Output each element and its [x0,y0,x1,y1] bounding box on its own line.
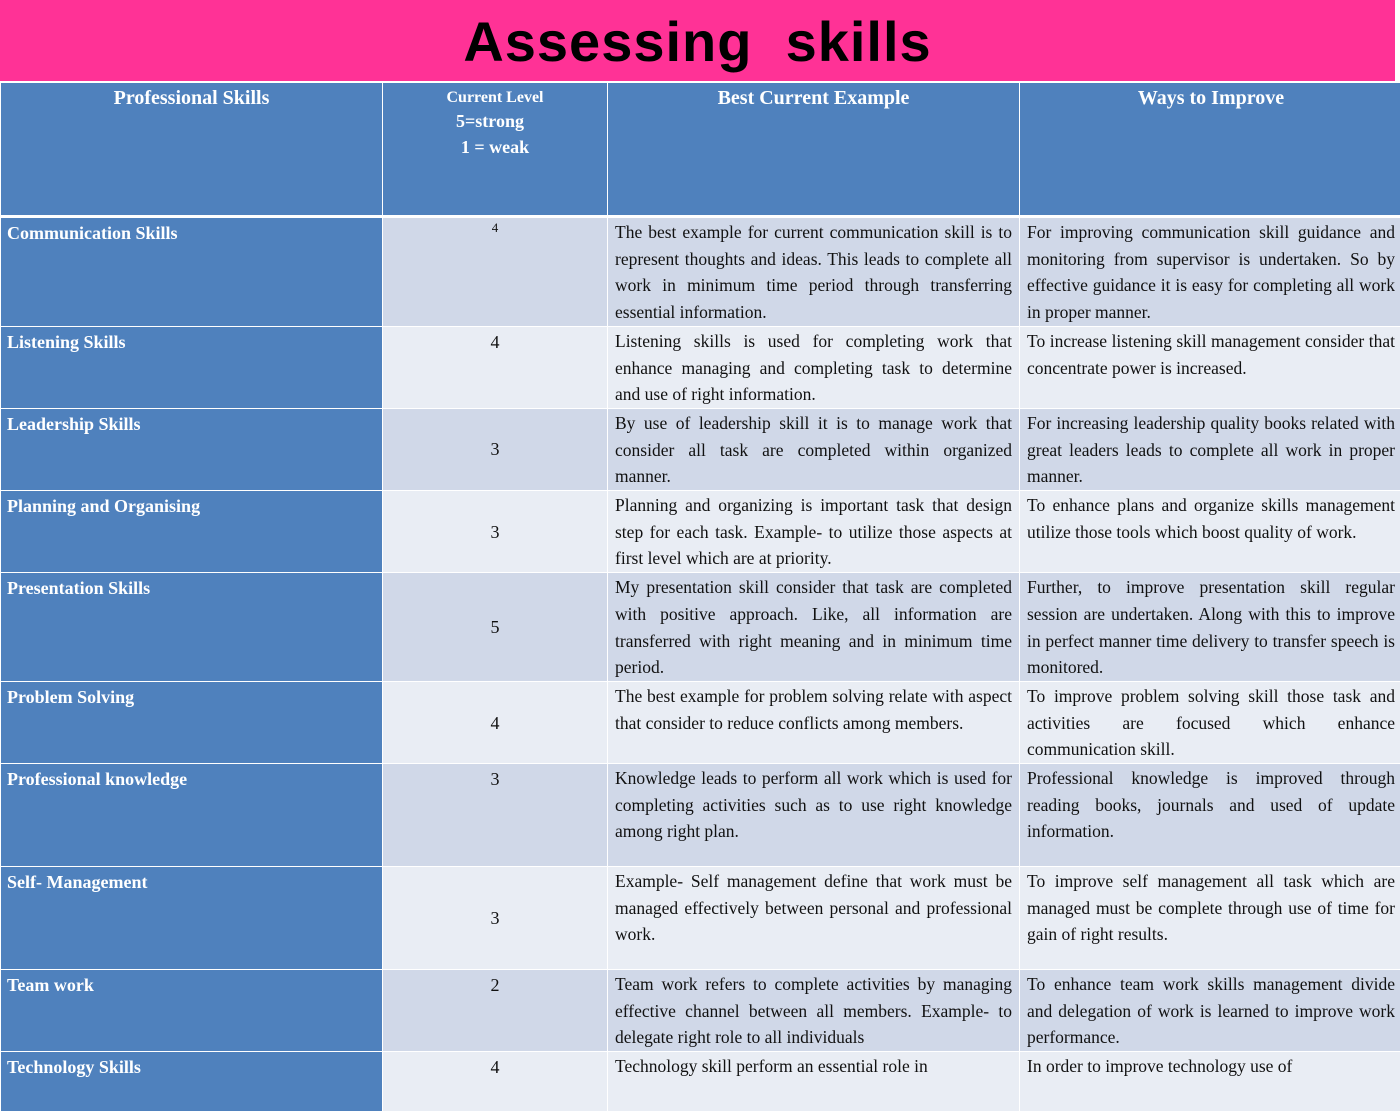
header-level-strong: 5=strong [383,108,607,134]
best-example: Knowledge leads to perform all work which is used for completing activities such as to use right knowledge among right plan. [608,764,1020,867]
ways-to-improve: To improve self management all task which are managed must be complete through use of time for gain of right results. [1020,867,1400,970]
skill-level: 4 [383,326,608,408]
best-example: The best example for problem solving relate with aspect that consider to reduce conflicts among members. [608,681,1020,763]
skill-name: Presentation Skills [1,573,383,682]
skill-name: Technology Skills [1,1052,383,1112]
header-row [1,83,1400,217]
ways-to-improve: For increasing leadership quality books related with great leaders leads to complete all work in proper manner. [1020,408,1400,490]
page-title: Assessing skills [463,7,931,74]
table-row [1,681,1400,763]
skill-level: 3 [383,867,608,970]
skill-name: Listening Skills [1,326,383,408]
skill-level: 3 [383,764,608,867]
best-example: Planning and organizing is important task that design step for each task. Example- to utilize those aspects at first level which are at priority. [608,491,1020,573]
best-example: The best example for current communication skill is to represent thoughts and ideas. This leads to complete all work in minimum time period through transferring essential information. [608,217,1020,327]
table-row [1,217,1400,327]
skill-name: Team work [1,970,383,1052]
header-best-current-example: Best Current Example [608,83,1020,217]
skill-level: 4 [383,217,608,327]
skill-level: 5 [383,573,608,682]
skill-name: Self- Management [1,867,383,970]
skill-level: 4 [383,681,608,763]
header-ways-to-improve: Ways to Improve [1020,83,1400,217]
table-row [1,867,1400,970]
skill-name: Communication Skills [1,217,383,327]
best-example: Listening skills is used for completing work that enhance managing and completing task to determine and use of right information. [608,326,1020,408]
skill-level: 2 [383,970,608,1052]
ways-to-improve: Professional knowledge is improved through reading books, journals and used of update information. [1020,764,1400,867]
best-example: Example- Self management define that work must be managed effectively between personal and professional work. [608,867,1020,970]
title-banner [0,0,1395,81]
skill-level: 4 [383,1052,608,1112]
table-row [1,408,1400,490]
table-row [1,970,1400,1052]
ways-to-improve: In order to improve technology use of [1020,1052,1400,1112]
table-row [1,573,1400,682]
table-row [1,764,1400,867]
best-example: Technology skill perform an essential role in [608,1052,1020,1112]
best-example: My presentation skill consider that task are completed with positive approach. Like, all information are transferred with right meaning and in minimum time period. [608,573,1020,682]
header-level-title: Current Level [383,87,607,108]
ways-to-improve: To increase listening skill management consider that concentrate power is increased. [1020,326,1400,408]
best-example: By use of leadership skill it is to manage work that consider all task are completed within organized manner. [608,408,1020,490]
header-current-level [383,83,608,217]
ways-to-improve: Further, to improve presentation skill regular session are undertaken. Along with this to improve in perfect manner time delivery to transfer speech is monitored. [1020,573,1400,682]
ways-to-improve: To enhance team work skills management divide and delegation of work is learned to improve work performance. [1020,970,1400,1052]
best-example: Team work refers to complete activities by managing effective channel between all members. Example- to delegate right role to all individuals [608,970,1020,1052]
table-row [1,1052,1400,1112]
header-professional-skills: Professional Skills [1,83,383,217]
skill-name: Problem Solving [1,681,383,763]
table-row [1,491,1400,573]
skill-level: 3 [383,408,608,490]
ways-to-improve: To enhance plans and organize skills management utilize those tools which boost quality of work. [1020,491,1400,573]
skill-level: 3 [383,491,608,573]
ways-to-improve: To improve problem solving skill those task and activities are focused which enhance communication skill. [1020,681,1400,763]
skills-table [0,82,1400,1112]
skill-name: Planning and Organising [1,491,383,573]
table-row [1,326,1400,408]
skill-name: Leadership Skills [1,408,383,490]
header-level-weak: 1 = weak [383,134,607,160]
skill-name: Professional knowledge [1,764,383,867]
ways-to-improve: For improving communication skill guidance and monitoring from supervisor is undertaken. So by effective guidance it is easy for completing all work in proper manner. [1020,217,1400,327]
